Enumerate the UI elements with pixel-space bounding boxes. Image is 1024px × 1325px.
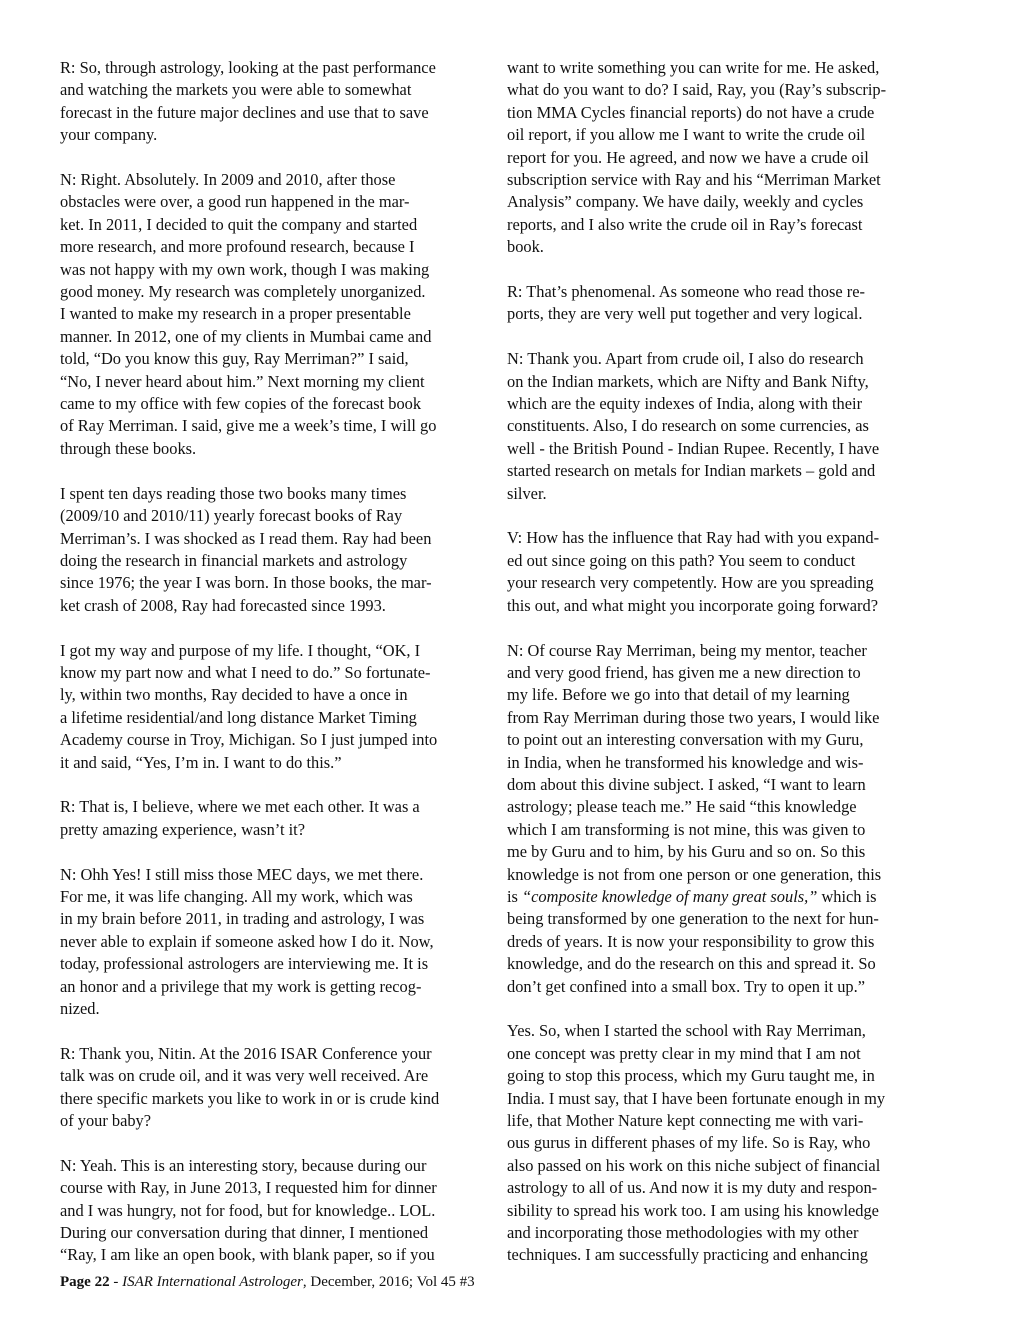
paragraph: V: How has the influence that Ray had with you expand- ed out since going on this path? You seem to conduct your research very competently. How are you spreading this out, and what might you incorporate going forward?: [507, 528, 880, 615]
paragraph: Yes. So, when I started the school with Ray Merriman, one concept was pretty clear in my mind that I am not going to stop this process, which my Guru taught me, in India. I must say, that I have been fortunate enough in my life, that Mother Nature kept connecting me with vari- ous gurus in different phases of my life. So is Ray, who also passed on his work on this niche subject of financial astrology to all of us. And now it is my duty and respon- sibility to spread his work too. I am using his knowledge and incorporating those methodologies with my other techniques. I am successfully practicing and enhancing: [507, 1021, 886, 1265]
right-column: [507, 57, 937, 1289]
paragraph: R: That’s phenomenal. As someone who read those re- ports, they are very well put together and very logical.: [507, 282, 865, 324]
paragraph: I got my way and purpose of my life. I thought, “OK, I know my part now and what I need to do.” So fortunate- ly, within two months, Ray decided to have a once in a lifetime residential/and long distance Market Timing Academy course in Troy, Michigan. So I just jumped into it and said, “Yes, I’m in. I want to do this.”: [60, 640, 438, 772]
footer-separator: -: [109, 1274, 123, 1290]
guru-paragraph: [507, 640, 937, 999]
page-footer: [60, 1272, 475, 1292]
paragraph-text: N: Of course Ray Merriman, being my mentor, teacher and very good friend, has given me a new direction to my life. Before we go into that detail of my learning from Ray Merriman during those two years, I would like to point out an interesting conversation with my Guru, in India, when he transformed his knowledge and wis- dom about this divine subject. I asked, “I want to learn astrology; please teach me.” He said “this knowledge which I am transforming is not mine, this was given to me by Guru and to him, by his Guru and so on. So this knowledge is not from one person or one generation, this is: [507, 640, 882, 906]
issue-info: , December, 2016; Vol 45 #3: [302, 1274, 475, 1290]
paragraph: R: Thank you, Nitin. At the 2016 ISAR Conference your talk was on crude oil, and it was very well received. Are there specific markets you like to work in or is crude kind of your baby?: [60, 1043, 440, 1130]
paragraph: R: That is, I believe, where we met each other. It was a pretty amazing experience, wasn’t it?: [60, 797, 420, 839]
paragraph: R: So, through astrology, looking at the past performance and watching the markets you were able to somewhat forecast in the future major declines and use that to save your company.: [60, 58, 436, 145]
paragraph: N: Right. Absolutely. In 2009 and 2010, after those obstacles were over, a good run happened in the mar- ket. In 2011, I decided to quit the company and started more research, and more profound research, because I was not happy with my own work, though I was making good money. My research was completely unorganized. I wanted to make my research in a proper presentable manner. In 2012, one of my clients in Mumbai came and told, “Do you know this guy, Ray Merriman?” I said, “No, I never heard about him.” Next morning my client came to my office with few copies of the forecast book of Ray Merriman. I said, give me a week’s time, I will go through these books.: [60, 170, 437, 458]
left-column: [60, 57, 498, 1289]
paragraph: N: Thank you. Apart from crude oil, I also do research on the Indian markets, which are Nifty and Bank Nifty, which are the equity indexes of India, along with their constituents. Also, I do research on some currencies, as well - the British Pound - Indian Rupee. Recently, I have started research on metals for Indian markets – gold and silver.: [507, 349, 880, 503]
paragraph-text: which is being transformed by one generation to the next for hun- dreds of years. It is now your responsibility to grow this knowledge, and do the research on this and spread it. So don’t get confined into a small box. Try to open it up.”: [507, 886, 879, 996]
paragraph: I spent ten days reading those two books many times (2009/10 and 2010/11) yearly forecast books of Ray Merriman’s. I was shocked as I read them. Ray had been doing the research in financial markets and astrology since 1976; the year I was born. In those books, the mar- ket crash of 2008, Ray had forecasted since 1993.: [60, 483, 432, 615]
paragraph: want to write something you can write for me. He asked, what do you want to do? I said, Ray, you (Ray’s subscrip- tion MMA Cycles financial reports) do not have a crude oil report, if you allow me I want to write the crude oil report for you. He agreed, and now we have a crude oil subscription service with Ray and his “Merriman Market Analysis” company. We have daily, weekly and cycles reports, and I also write the crude oil in Ray’s forecast book.: [507, 58, 887, 257]
quoted-phrase: “composite knowledge of many great souls,”: [522, 886, 818, 906]
paragraph: N: Ohh Yes! I still miss those MEC days, we met there. For me, it was life changing. All my work, which was in my brain before 2011, in trading and astrology, I was never able to explain if someone asked how I do it. Now, today, professional astrologers are interviewing me. It is an honor and a privilege that my work is getting recog- nized.: [60, 864, 434, 1018]
page-number: Page 22: [60, 1274, 110, 1290]
publication-title: ISAR International Astrologer: [122, 1274, 303, 1290]
paragraph: N: Yeah. This is an interesting story, because during our course with Ray, in June 2013, I requested him for dinner and I was hungry, not for food, but for knowledge.. LOL. During our conversation during that dinner, I mentioned “Ray, I am like an open book, with blank paper, so if you: [60, 1155, 437, 1265]
